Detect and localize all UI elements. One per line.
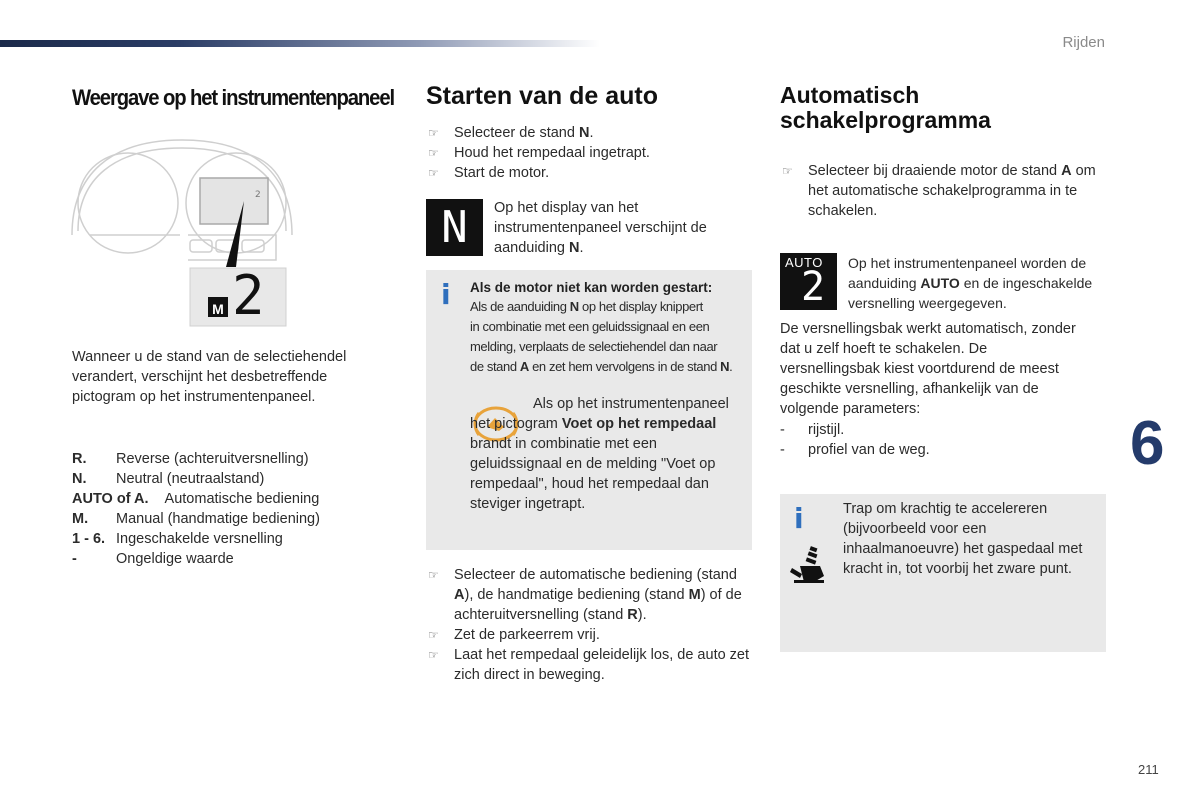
auto-label: AUTO [785, 255, 823, 270]
step-bold: A [454, 587, 465, 603]
legend-value: Neutral (neutraalstand) [116, 471, 265, 487]
info-text: Trap om krachtig te accelereren (bijvoorbeeld voor een inhaalmanoeuvre) het gaspedaal met kracht in, tot voorbij het zware punt. [843, 501, 1083, 577]
legend-row [72, 549, 372, 569]
list-item [780, 420, 1080, 440]
info-text: . [729, 359, 733, 374]
info-footnote [470, 394, 746, 514]
info-bold: A [519, 359, 529, 374]
info-icon: i [794, 502, 804, 535]
step-bold: R [627, 607, 638, 623]
auto-gear: 2 [801, 264, 826, 310]
legend-row [72, 469, 372, 489]
info-text: op het display knippert [578, 299, 703, 314]
info-box-kickdown [780, 494, 1106, 652]
step-text: Start de motor. [454, 165, 550, 181]
list-item [780, 440, 1080, 460]
col1-title: Weergave op het instrumentenpaneel [72, 85, 395, 110]
legend-key: N. [72, 471, 87, 487]
svg-text:2: 2 [255, 190, 261, 200]
page-number: 211 [1138, 762, 1159, 777]
list-item [780, 161, 1110, 221]
col2-title: Starten van de auto [426, 82, 658, 110]
col3-title: Automatisch schakelprogramma [780, 82, 991, 133]
pointing-hand-icon: ☞ [428, 628, 439, 642]
info-bold: N [720, 359, 730, 374]
gear-number: 2 [232, 264, 265, 327]
info-bold: N [569, 299, 579, 314]
step-text: om het automatische schakelprogramma in te schakelen. [808, 163, 1096, 219]
legend-value: Reverse (achteruitversnelling) [116, 451, 309, 467]
legend-row [72, 529, 372, 549]
auto-display-text [848, 253, 1110, 313]
step-text: Selecteer de automatische bediening (stand [454, 567, 737, 583]
info-box-start-failure [426, 270, 752, 550]
legend-value: Ingeschakelde versnelling [116, 531, 283, 547]
step-bold: N [578, 125, 590, 141]
legend-value: Automatische bediening [164, 491, 320, 507]
auto-display-desc: en de ingeschakelde versnelling weergegeven. [848, 275, 1093, 311]
pointing-hand-icon: ☞ [782, 164, 793, 178]
auto-display-bold: AUTO [920, 275, 960, 291]
list-item [426, 143, 746, 163]
legend-row [72, 509, 372, 529]
info-text: in combinatie met een geluidssignaal en een [470, 319, 710, 334]
step-text: ). [637, 607, 647, 623]
list-item [426, 645, 751, 685]
drive-steps [426, 565, 751, 685]
pointing-hand-icon: ☞ [428, 146, 439, 160]
chapter-number: 6 [1130, 409, 1165, 478]
parameter: rijstijl. [808, 422, 845, 438]
pointing-hand-icon: ☞ [428, 648, 439, 662]
info-foot-text: Als op het instrumentenpaneel het pictogram [470, 396, 729, 432]
col3-paragraph: De versnellingsbak werkt automatisch, zonder dat u zelf hoeft te schakelen. De versnellingsbak kiest voortdurend de meest geschikte versnelling, afhankelijk van de volgende parameters: [780, 321, 1076, 417]
info-line [470, 317, 750, 337]
dash: - [780, 442, 785, 458]
step-tail: . [589, 125, 594, 141]
parameter: profiel van de weg. [808, 442, 930, 458]
info-line [470, 297, 750, 317]
info-line [470, 337, 750, 357]
info-foot-bold: Voet op het rempedaal [561, 416, 717, 432]
step-text: Laat het rempedaal geleidelijk los, de auto zet zich direct in beweging. [454, 647, 750, 683]
info-line [470, 357, 750, 377]
info-text: en zet hem vervolgens in de stand [528, 359, 721, 374]
gear-legend [72, 449, 372, 569]
legend-value: Ongeldige waarde [116, 551, 234, 567]
legend-key: - [72, 551, 77, 567]
info-text: de stand [470, 359, 520, 374]
dash: - [780, 422, 785, 438]
list-item [426, 565, 751, 625]
step-text: Zet de parkeerrem vrij. [454, 627, 600, 643]
pointing-hand-icon: ☞ [428, 568, 439, 582]
info-foot-text: brandt in combinatie met een geluidssignaal en de melding "Voet op rempedaal", houd het rempedaal dan steviger ingetrapt. [470, 436, 716, 512]
step-text: Selecteer bij draaiende motor de stand [808, 163, 1062, 179]
info-heading: Als de motor niet kan worden gestart: [470, 280, 713, 295]
col1-paragraph: Wanneer u de stand van de selectiehendel verandert, verschijnt het desbetreffende pictogram op het instrumentenpaneel. [72, 349, 347, 405]
step-bold: A [1061, 163, 1072, 179]
step-text: ) of de achteruitversnelling (stand [454, 587, 742, 623]
step-bold: M [688, 587, 701, 603]
mode-letter: M [212, 301, 224, 317]
info-text: Als de aanduiding [470, 299, 570, 314]
step-text: ), de handmatige bediening (stand [464, 587, 689, 603]
start-steps [426, 123, 746, 183]
legend-row [72, 489, 372, 509]
info-body [470, 297, 750, 377]
gear-display [190, 264, 286, 327]
legend-key: AUTO of A. [72, 491, 149, 507]
pointing-hand-icon: ☞ [428, 126, 439, 140]
legend-key: 1 - 6. [72, 531, 106, 547]
auto-display-icon [780, 253, 837, 310]
section-label: Rijden [1062, 34, 1105, 51]
pedal-press-icon [790, 544, 832, 586]
neutral-display-text: Op het display van het instrumentenpaneel verschijnt de aanduiding N. [494, 200, 707, 256]
auto-steps [780, 161, 1110, 221]
header-bar [0, 40, 600, 47]
pointing-hand-icon: ☞ [428, 166, 439, 180]
legend-key: M. [72, 511, 89, 527]
list-item [426, 625, 751, 645]
list-item [426, 163, 746, 183]
parameter-list [780, 420, 1080, 460]
mode-indicator [208, 297, 228, 317]
neutral-display-icon [426, 199, 483, 256]
legend-row [72, 449, 372, 469]
neutral-display-bold: N [569, 240, 580, 256]
list-item [426, 123, 746, 143]
neutral-letter: N [441, 202, 468, 253]
legend-key: R. [72, 451, 87, 467]
legend-value: Manual (handmatige bediening) [116, 511, 320, 527]
step-text: Houd het rempedaal ingetrapt. [454, 145, 650, 161]
step-text: Selecteer de stand [454, 125, 579, 141]
info-text: melding, verplaats de selectiehendel dan naar [470, 339, 718, 354]
info-icon: i [441, 278, 451, 311]
auto-display-desc: Op het instrumentenpaneel worden de aanduiding [848, 255, 1087, 291]
neutral-display-desc: Op het display van het instrumentenpaneel verschijnt de aanduiding [494, 200, 707, 256]
